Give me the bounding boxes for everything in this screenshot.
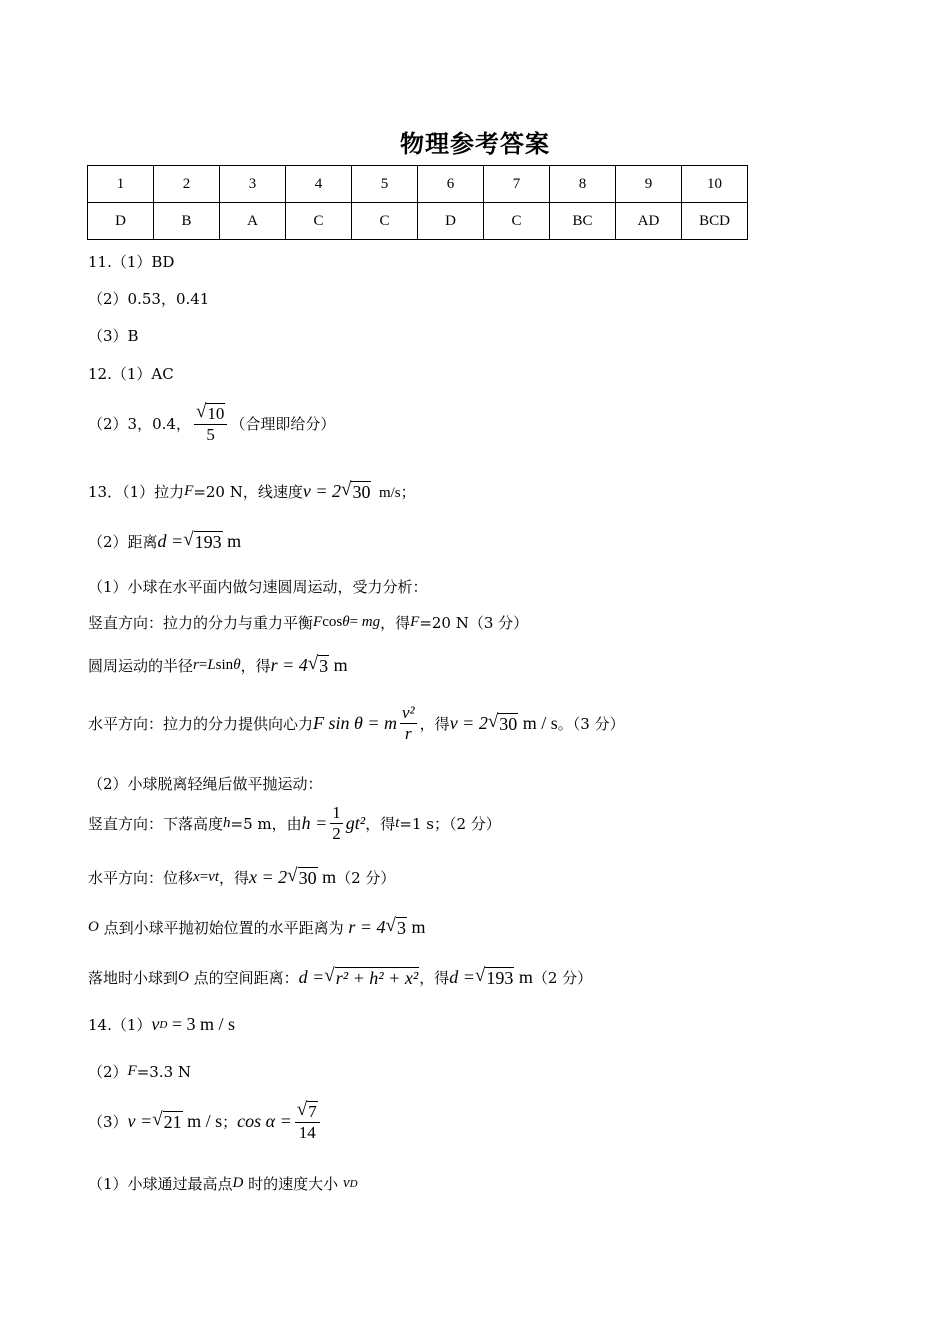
text: （2 分） <box>532 968 593 987</box>
symbol: F <box>184 482 194 499</box>
unit: m <box>514 966 533 987</box>
radicand: 10 <box>207 404 225 423</box>
symbol: = <box>198 656 208 673</box>
question-number-cell: 10 <box>682 166 748 203</box>
symbol: L <box>207 656 216 673</box>
sqrt: √ 193 <box>474 965 514 988</box>
symbol: vt <box>208 868 219 885</box>
symbol: F <box>127 1063 137 1079</box>
question-number-cell: 5 <box>352 166 418 203</box>
q13-analysis-6 <box>88 803 501 843</box>
text: 14.（1） <box>88 1016 152 1034</box>
sqrt: √ r² + h² + x² <box>324 965 419 988</box>
answer-table <box>87 165 748 240</box>
question-number-cell: 3 <box>220 166 286 203</box>
fraction-denominator: 14 <box>298 1122 316 1142</box>
fraction <box>330 803 343 843</box>
text: =1 s；（2 分） <box>399 814 501 833</box>
answer-table-answer-row <box>88 203 748 240</box>
radicand: 30 <box>352 482 371 502</box>
q13-analysis-8 <box>88 916 426 939</box>
text: （2）距离 <box>88 532 158 551</box>
q12-prefix: （2）3，0.4， <box>88 414 191 433</box>
symbol: D <box>232 1175 244 1191</box>
formula <box>348 916 425 939</box>
q13-analysis-7 <box>88 866 395 889</box>
text: （2 分） <box>336 868 396 887</box>
q12-suffix: （合理即给分） <box>230 414 336 433</box>
q13-analysis-5: （2）小球脱离轻绳后做平抛运动： <box>88 775 323 793</box>
formula-lhs: d = <box>157 530 184 551</box>
symbol: t <box>395 814 400 831</box>
unit: m <box>317 866 337 887</box>
symbol: v <box>342 1175 350 1191</box>
text: ，得 <box>218 868 249 887</box>
text: ，得 <box>419 968 450 987</box>
radicand: 30 <box>499 713 518 734</box>
q11-line-1: 11.（1）BD <box>88 253 175 271</box>
text: =20 N，线速度 <box>193 482 303 501</box>
text: =3.3 N <box>136 1062 192 1081</box>
formula-lhs: F sin θ = m <box>313 712 398 733</box>
fraction <box>194 402 227 444</box>
formula-lhs: v = 2 <box>449 712 488 733</box>
fraction-denominator: 5 <box>206 424 215 444</box>
text: 13．（1）拉力 <box>88 482 185 501</box>
symbol: v <box>151 1014 160 1034</box>
formula-lhs: v = 2 <box>302 480 342 501</box>
page-title: 物理参考答案 <box>400 129 550 158</box>
text: 。（3 分） <box>557 714 625 733</box>
unit: m <box>222 530 242 551</box>
answer-cell: AD <box>616 203 682 240</box>
sqrt: √ 21 <box>152 1108 182 1132</box>
question-number-cell: 6 <box>418 166 484 203</box>
question-number-cell: 9 <box>616 166 682 203</box>
symbol: cos <box>322 614 343 630</box>
sqrt: √ 3 <box>307 653 329 676</box>
formula-rhs: = 3 m / s <box>167 1014 236 1034</box>
text: 点的空间距离： <box>188 968 299 987</box>
radicand: 3 <box>319 656 329 676</box>
radicand: 30 <box>298 868 317 888</box>
fraction <box>295 1100 320 1142</box>
question-number-cell: 7 <box>484 166 550 203</box>
formula-lhs: v = <box>127 1110 153 1131</box>
text: （2） <box>88 1063 128 1081</box>
answer-cell: BC <box>550 203 616 240</box>
fraction-denominator: r <box>405 723 412 743</box>
q13-analysis-9 <box>88 966 592 989</box>
q13-summary-1 <box>88 480 416 503</box>
fraction <box>400 703 417 743</box>
radicand: 21 <box>163 1111 182 1132</box>
text: 落地时小球到 <box>88 968 179 987</box>
text: ，得 <box>380 614 411 632</box>
symbol: F <box>410 614 420 630</box>
answer-cell: B <box>154 203 220 240</box>
text: 水平方向：位移 <box>88 868 194 887</box>
sqrt: √ 10 <box>195 401 225 423</box>
formula <box>128 1110 223 1133</box>
formula <box>249 866 336 889</box>
text: ； <box>222 1112 238 1131</box>
answer-cell: C <box>286 203 352 240</box>
question-number-cell: 1 <box>88 166 154 203</box>
q14-analysis-1 <box>88 1173 358 1194</box>
symbol: = <box>199 868 209 885</box>
text: ，得 <box>365 814 396 833</box>
formula-lhs: d = <box>449 966 475 987</box>
text: =20 N（3 分） <box>419 614 529 632</box>
symbol: θ <box>342 614 350 630</box>
formula <box>151 1014 235 1035</box>
answer-cell: BCD <box>682 203 748 240</box>
formula-lhs: d = <box>298 966 325 987</box>
answer-cell: C <box>484 203 550 240</box>
subscript: D <box>159 1018 168 1031</box>
fraction-denominator: 2 <box>332 823 341 843</box>
formula-lhs: cos α = <box>237 1110 292 1131</box>
question-number-cell: 2 <box>154 166 220 203</box>
text: 圆周运动的半径 <box>88 656 194 675</box>
formula <box>303 480 372 503</box>
symbol: h <box>223 814 231 831</box>
answer-cell: D <box>88 203 154 240</box>
text: 竖直方向：下落高度 <box>88 814 224 833</box>
formula <box>449 966 533 989</box>
sqrt: √ 3 <box>385 915 406 938</box>
q14-summary-3 <box>88 1100 323 1142</box>
answer-table-number-row <box>88 166 748 203</box>
q13-analysis-4 <box>88 703 625 743</box>
text: （1）小球通过最高点 <box>88 1175 233 1193</box>
q12-line-1: 12.（1）AC <box>88 365 174 383</box>
formula-lhs: h = <box>301 812 328 833</box>
q11-line-2: （2）0.53，0.41 <box>88 290 210 308</box>
unit: m/s； <box>371 484 416 501</box>
text: ，得 <box>240 656 271 675</box>
symbol: = <box>349 614 362 630</box>
sqrt: √ 30 <box>487 710 518 734</box>
formula-lhs: x = 2 <box>249 866 288 887</box>
unit: m <box>406 916 426 937</box>
answer-cell: D <box>418 203 484 240</box>
fraction-numerator <box>194 402 227 425</box>
unit: m / s <box>182 1110 223 1131</box>
radicand: 193 <box>194 532 222 552</box>
answer-cell: C <box>352 203 418 240</box>
text: 竖直方向：拉力的分力与重力平衡 <box>88 614 314 632</box>
sqrt: √ 193 <box>183 529 222 552</box>
text: 点到小球平抛初始位置的水平距离为 <box>98 918 349 937</box>
text: ，得 <box>419 714 450 733</box>
formula-lhs: r = 4 <box>348 916 386 937</box>
text: （3） <box>88 1112 128 1131</box>
q13-analysis-1: （1）小球在水平面内做匀速圆周运动，受力分析： <box>88 578 428 596</box>
formula <box>158 530 242 553</box>
symbol: mg <box>361 614 381 630</box>
symbol: O <box>88 918 99 935</box>
sqrt: √ 7 <box>296 1099 317 1121</box>
question-number-cell: 8 <box>550 166 616 203</box>
q12-line-2 <box>88 402 335 444</box>
radicand: 193 <box>486 968 514 988</box>
formula <box>450 712 558 735</box>
q13-analysis-2 <box>88 612 528 633</box>
q14-summary-1 <box>88 1014 235 1035</box>
formula <box>299 966 420 989</box>
symbol: F <box>313 614 323 630</box>
unit: m <box>329 654 348 675</box>
radicand: 3 <box>396 918 406 938</box>
formula-rhs: gt² <box>345 812 366 833</box>
radicand: 7 <box>308 1102 317 1121</box>
radicand: r² + h² + x² <box>335 968 419 988</box>
sqrt: √ 30 <box>341 479 371 502</box>
q13-analysis-3 <box>88 654 348 677</box>
fraction-numerator: v² <box>402 703 415 722</box>
fraction-numerator: 1 <box>332 803 341 822</box>
formula <box>271 654 348 677</box>
symbol: x <box>193 868 200 885</box>
symbol: r <box>193 656 199 673</box>
unit: m / s <box>518 712 558 733</box>
symbol: O <box>178 968 189 985</box>
sqrt: √ 30 <box>287 865 317 888</box>
q14-summary-2 <box>88 1061 191 1082</box>
symbol: sin <box>215 656 234 673</box>
q11-line-3: （3）B <box>88 327 139 345</box>
text: 水平方向：拉力的分力提供向心力 <box>88 714 314 733</box>
formula-lhs: r = 4 <box>270 654 308 675</box>
subscript: D <box>349 1177 358 1190</box>
q13-summary-2 <box>88 530 241 553</box>
text: 时的速度大小 <box>243 1175 343 1193</box>
answer-cell: A <box>220 203 286 240</box>
text: =5 m，由 <box>230 814 302 833</box>
symbol: θ <box>233 656 241 673</box>
fraction-numerator <box>295 1100 320 1123</box>
question-number-cell: 4 <box>286 166 352 203</box>
